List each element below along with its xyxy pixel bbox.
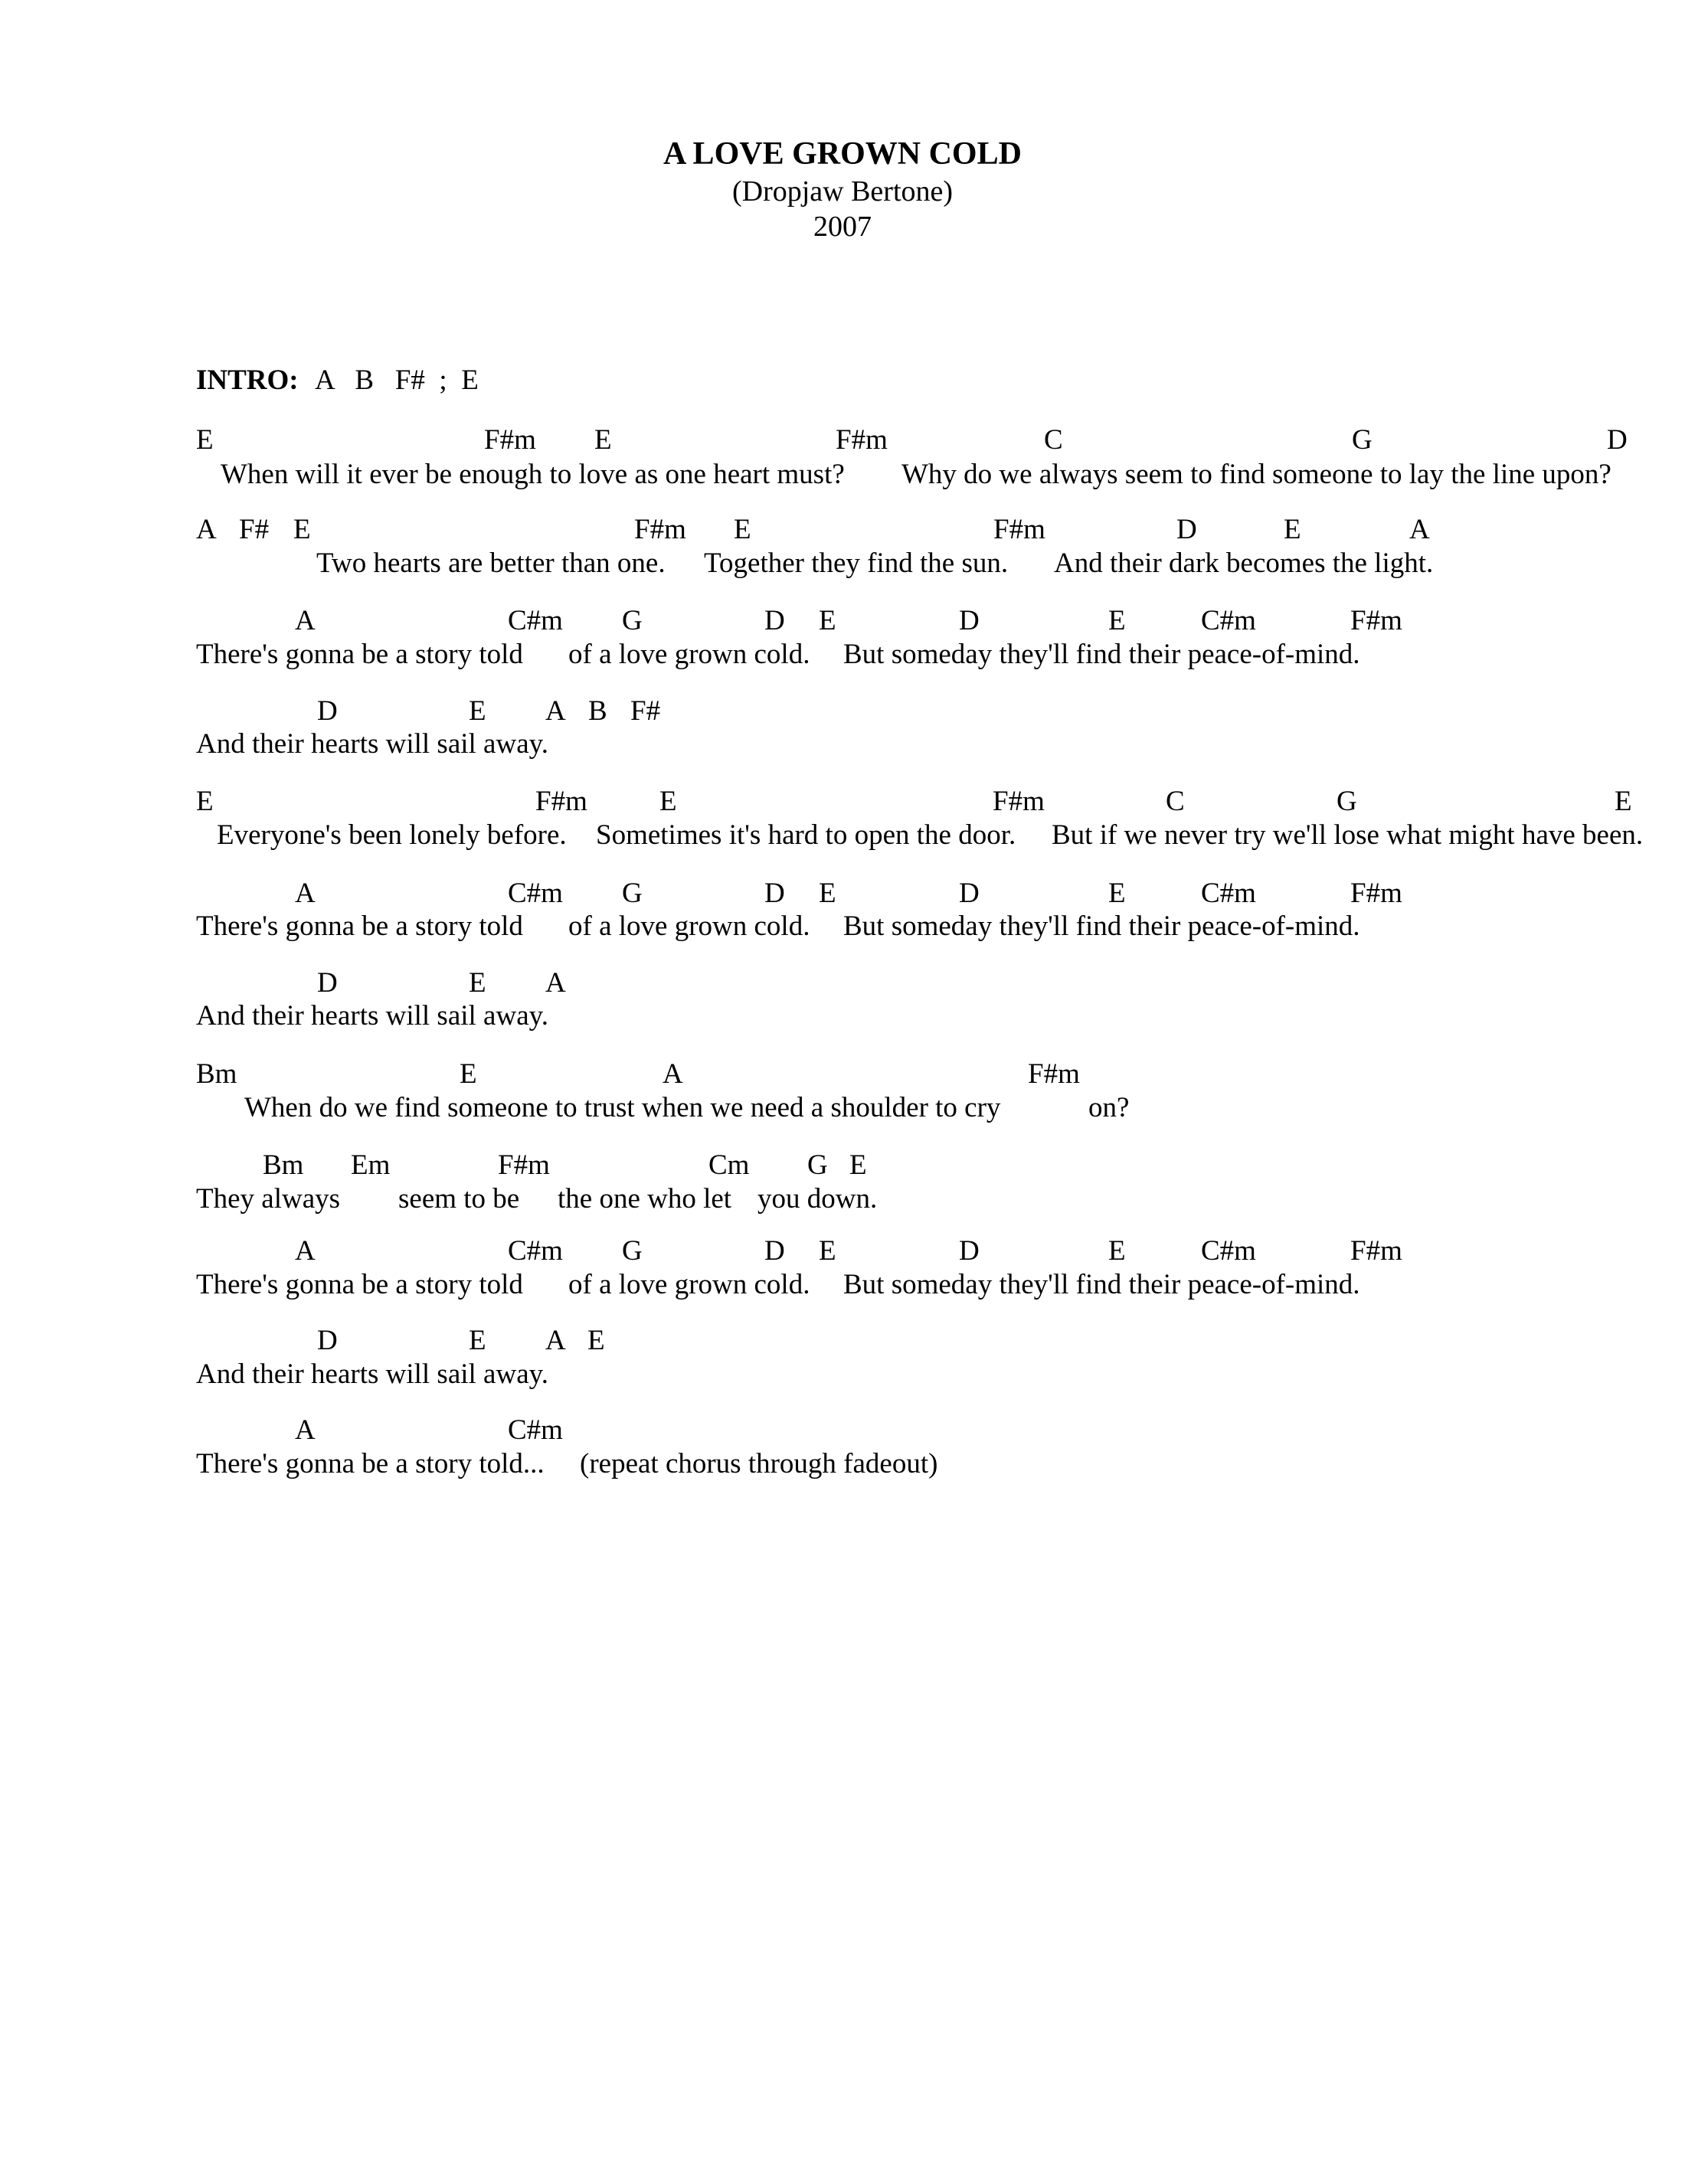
lyric: There's gonna be a story told: [196, 639, 523, 670]
chord: F#m: [1350, 878, 1402, 909]
lyric: the one who let: [558, 1183, 732, 1215]
chord: F#m: [993, 514, 1045, 545]
lyric: Why do we always seem to find someone to lay the line upon?: [901, 459, 1611, 490]
chord: E: [1615, 786, 1632, 817]
lyric: And their dark becomes the light.: [1054, 548, 1434, 579]
chord: E: [469, 695, 486, 727]
chord: E: [196, 424, 214, 456]
lyric: Sometimes it's hard to open the door.: [596, 819, 1016, 851]
chord: A: [545, 967, 566, 999]
lyric: But someday they'll find their peace-of-mind.: [843, 1269, 1360, 1300]
lyric: Two hearts are better than one.: [316, 548, 666, 579]
chord: Cm: [708, 1149, 750, 1181]
lyric: But someday they'll find their peace-of-mind.: [843, 639, 1360, 670]
chord: Bm: [196, 1058, 237, 1090]
lyric: But someday they'll find their peace-of-mind.: [843, 911, 1360, 942]
lyric: Everyone's been lonely before.: [217, 819, 567, 851]
lyric: (repeat chorus through fadeout): [580, 1448, 938, 1479]
chord: C#m: [508, 605, 563, 636]
chord: D: [764, 1235, 785, 1267]
chord: G: [807, 1149, 828, 1181]
chord: Bm: [263, 1149, 304, 1181]
chord: E: [819, 1235, 836, 1267]
lyric: of a love grown cold.: [568, 1269, 810, 1300]
chord: A: [295, 1414, 316, 1446]
chord: F#m: [535, 786, 587, 817]
chord: D: [959, 1235, 980, 1267]
lyric: of a love grown cold.: [568, 911, 810, 942]
chord: E: [659, 786, 677, 817]
chord: F#m: [498, 1149, 550, 1181]
chord: D: [317, 1325, 338, 1356]
chord: G: [1337, 786, 1357, 817]
chord: C: [1166, 786, 1185, 817]
chord: A: [196, 514, 217, 545]
chord: D: [959, 605, 980, 636]
song-title: A LOVE GROWN COLD: [663, 136, 1022, 172]
chord: D: [317, 695, 338, 727]
chord: C#m: [508, 1235, 563, 1267]
chord: E: [469, 1325, 486, 1356]
lyric: you down.: [757, 1183, 878, 1215]
chord: F#: [239, 514, 270, 545]
chord: D: [764, 878, 785, 909]
chord: E: [460, 1058, 477, 1090]
chord: E: [293, 514, 311, 545]
chord: F#m: [1350, 605, 1402, 636]
chord: G: [622, 1235, 643, 1267]
lyric: seem to be: [398, 1183, 520, 1215]
chord: F#m: [484, 424, 536, 456]
chord: F#m: [1028, 1058, 1080, 1090]
chord: C#m: [1201, 605, 1256, 636]
chord: E: [1108, 1235, 1126, 1267]
chord: E: [469, 967, 486, 999]
chord: E: [1108, 878, 1126, 909]
intro-label: INTRO:: [196, 365, 299, 396]
chord: E: [594, 424, 612, 456]
lyric: And their hearts will sail away.: [196, 1000, 548, 1032]
chord: A: [663, 1058, 683, 1090]
chord: D: [764, 605, 785, 636]
chord: E: [819, 878, 836, 909]
chord: E: [1108, 605, 1126, 636]
chord: E: [587, 1325, 605, 1356]
lyric: And their hearts will sail away.: [196, 1358, 548, 1390]
chord: F#m: [634, 514, 686, 545]
chord: C: [1044, 424, 1063, 456]
chord: E: [196, 786, 214, 817]
chord: A: [545, 695, 566, 727]
chord: E: [734, 514, 751, 545]
chord: C#m: [508, 1414, 563, 1446]
chord: A: [295, 605, 316, 636]
lyric: But if we never try we'll lose what might have been.: [1052, 819, 1644, 851]
lyric: And their hearts will sail away.: [196, 728, 548, 760]
chord: G: [622, 605, 643, 636]
chord: G: [622, 878, 643, 909]
lyric: on?: [1088, 1092, 1130, 1123]
chord: A: [295, 878, 316, 909]
chord: A: [545, 1325, 566, 1356]
lyric: Together they find the sun.: [704, 548, 1009, 579]
song-author: (Dropjaw Bertone): [731, 175, 954, 208]
chord: D: [1176, 514, 1197, 545]
chord: G: [1352, 424, 1373, 456]
lyric: of a love grown cold.: [568, 639, 810, 670]
chord: D: [317, 967, 338, 999]
chord: D: [959, 878, 980, 909]
chord: D: [1607, 424, 1628, 456]
chord: E: [849, 1149, 867, 1181]
lyric: There's gonna be a story told...: [196, 1448, 545, 1479]
chord: F#: [630, 695, 661, 727]
chord: A: [1409, 514, 1430, 545]
lyric: There's gonna be a story told: [196, 1269, 523, 1300]
lyric: They always: [196, 1183, 341, 1215]
lyric: When will it ever be enough to love as one heart must?: [221, 459, 845, 490]
chord: C#m: [508, 878, 563, 909]
chord: A: [295, 1235, 316, 1267]
lyric: When do we find someone to trust when we need a shoulder to cry: [244, 1092, 1001, 1123]
chord: B: [588, 695, 607, 727]
chord: E: [819, 605, 836, 636]
song-year: 2007: [813, 211, 872, 243]
chord: Em: [351, 1149, 391, 1181]
chord: F#m: [836, 424, 888, 456]
chord: F#m: [993, 786, 1045, 817]
chord: C#m: [1201, 878, 1256, 909]
chord: F#m: [1350, 1235, 1402, 1267]
chord: C#m: [1201, 1235, 1256, 1267]
lyric: There's gonna be a story told: [196, 911, 523, 942]
chord: E: [1284, 514, 1301, 545]
intro-chords: A B F# ; E: [315, 365, 479, 396]
